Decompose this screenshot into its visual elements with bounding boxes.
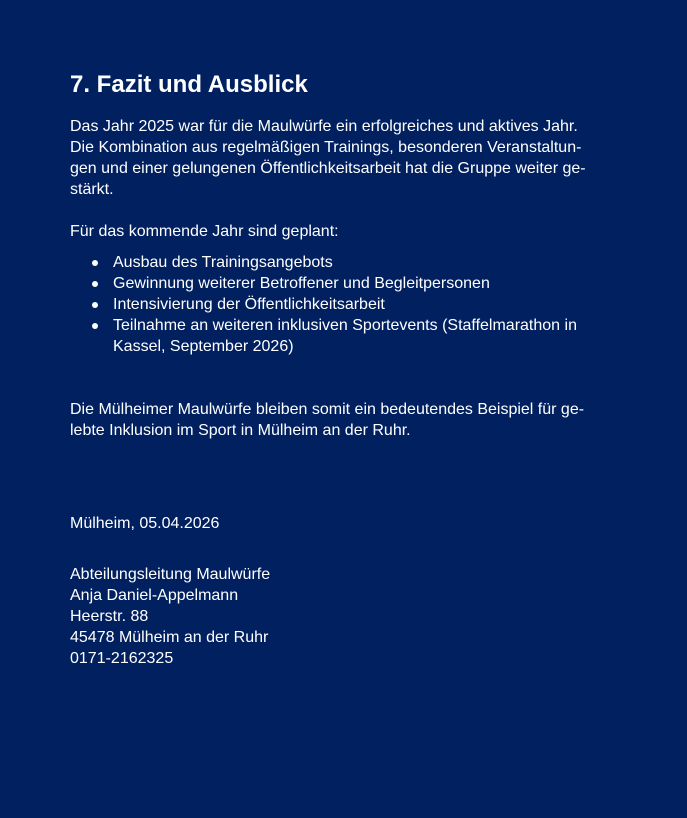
signature-street: Heerstr. 88 [70,608,149,625]
intro-line: Die Kombination aus regelmäßigen Trainings, besonderen Veranstaltun- [70,139,582,156]
plan-item-text: Gewinnung weiterer Betroffener und Begleitpersonen [113,275,490,292]
plan-item-text: Intensivierung der Öffentlichkeitsarbeit [113,296,385,313]
planned-intro: Für das kommende Jahr sind geplant: [70,223,339,240]
closing-paragraph [70,399,630,441]
intro-line: stärkt. [70,181,114,198]
signature-block [70,564,630,669]
plan-item [70,273,630,294]
plan-item-text: Teilnahme an weiteren inklusiven Sportevents (Staffelmarathon in [113,317,577,334]
plan-item [70,252,630,273]
plan-item [70,315,630,357]
intro-paragraph [70,116,630,200]
plan-item-text: Ausbau des Trainingsangebots [113,254,333,271]
section-heading: 7. Fazit und Ausblick [70,71,308,98]
closing-line: Die Mülheimer Maulwürfe bleiben somit ein bedeutendes Beispiel für ge- [70,401,585,418]
signature-name: Anja Daniel-Appelmann [70,587,239,604]
intro-line: gen und einer gelungenen Öffentlichkeitsarbeit hat die Gruppe weiter ge- [70,160,586,177]
plan-item [70,294,630,315]
plan-list [70,252,630,357]
place-date: Mülheim, 05.04.2026 [70,515,220,532]
signature-city: 45478 Mülheim an der Ruhr [70,629,269,646]
signature-role: Abteilungsleitung Maulwürfe [70,566,271,583]
closing-line: lebte Inklusion im Sport in Mülheim an der Ruhr. [70,422,411,439]
plan-item-text: Kassel, September 2026) [113,338,294,355]
signature-phone: 0171-2162325 [70,650,174,667]
document-page [70,71,630,669]
intro-line: Das Jahr 2025 war für die Maulwürfe ein erfolgreiches und aktives Jahr. [70,118,578,135]
